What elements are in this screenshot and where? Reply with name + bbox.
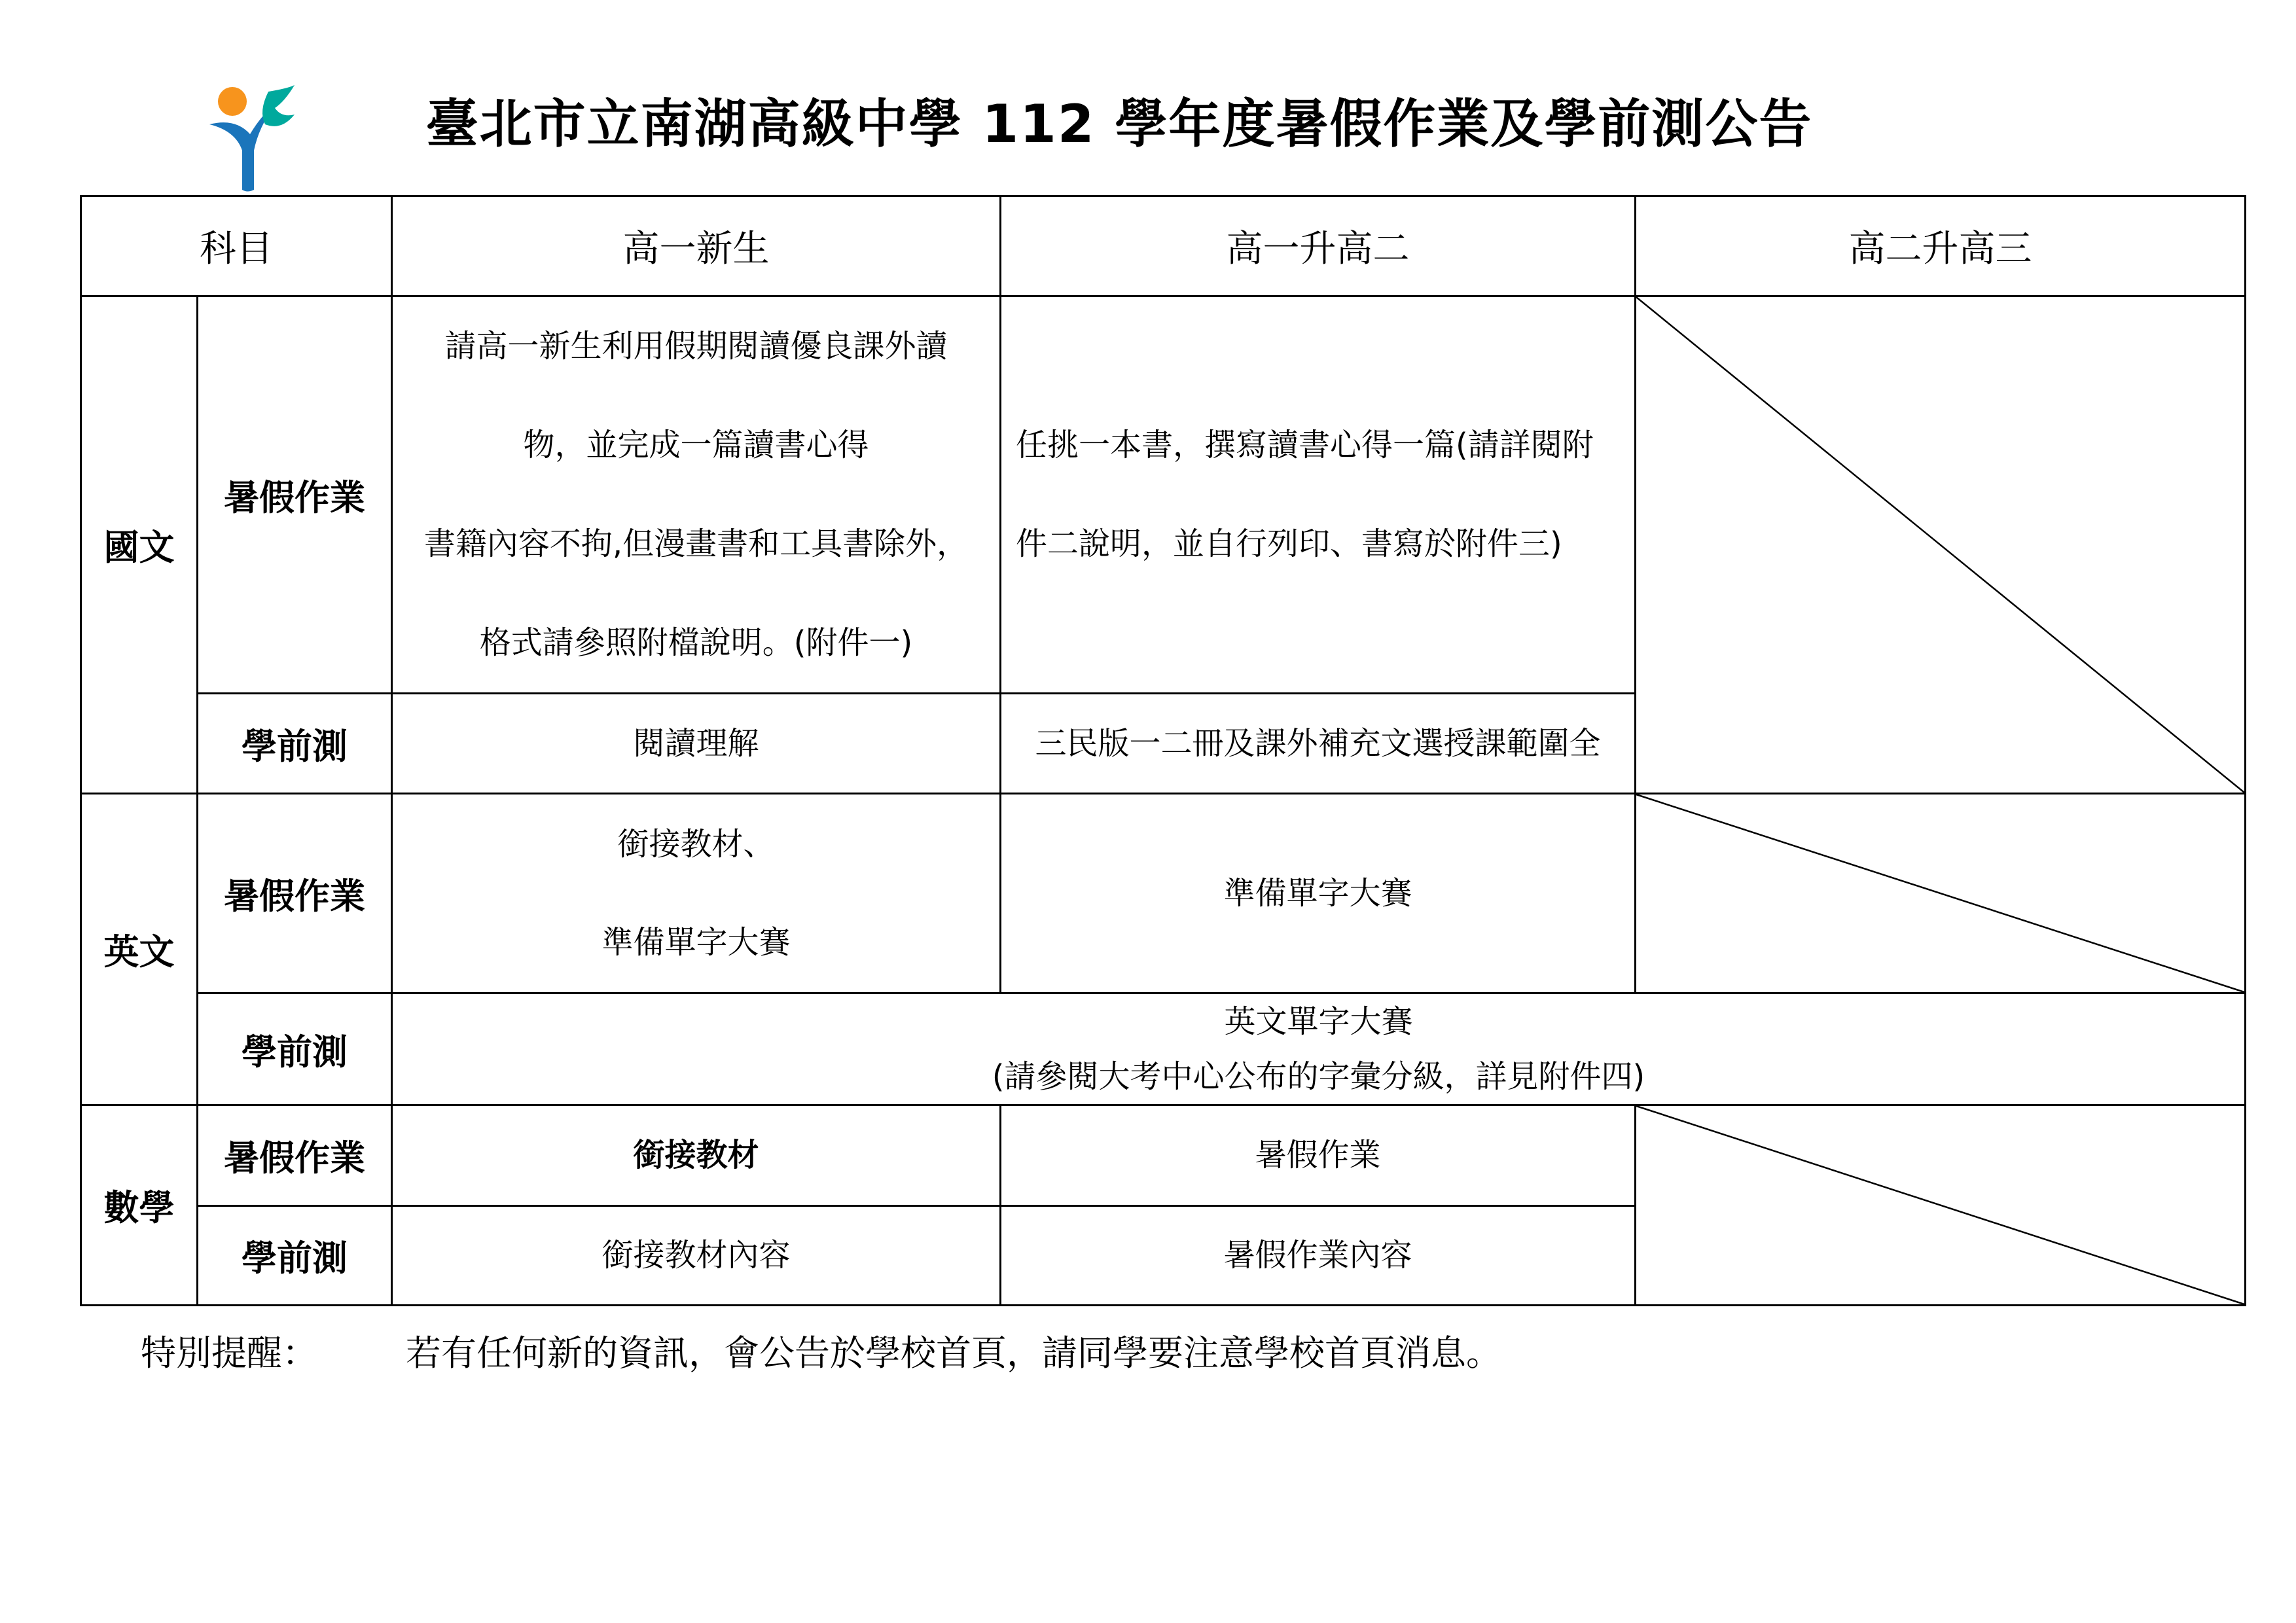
text-line: 請高一新生利用假期閱讀優良課外讀 [444,328,948,365]
math-pretest-col2: 暑假作業內容 [1001,1206,1636,1306]
subject-math: 數學 [81,1105,198,1306]
english-homework-row [81,794,2246,993]
chinese-pretest-col2: 三民版一二冊及課外補充文選授課範圍全 [1001,694,1636,794]
english-homework-col1 [392,794,1001,993]
math-homework-col2: 暑假作業 [1001,1105,1636,1206]
english-pretest-merged [392,993,2246,1105]
label-pretest: 學前測 [198,993,392,1105]
english-homework-col2: 準備單字大賽 [1001,794,1636,993]
subject-chinese: 國文 [81,296,198,794]
text-line: 銜接教材、 [617,826,775,863]
special-reminder [141,1325,1501,1376]
diagonal-slash [1636,794,2244,992]
label-homework: 暑假作業 [198,1105,392,1206]
math-col3-empty [1636,1105,2246,1306]
page-title: 臺北市立南湖高級中學 112 學年度暑假作業及學前測公告 [425,94,1813,154]
label-pretest: 學前測 [198,694,392,794]
chinese-homework-col2 [1001,296,1636,694]
text-line: (請參閱大考中心公布的字彙分級，詳見附件四) [992,1058,1645,1095]
reminder-text: 若有任何新的資訊，會公告於學校首頁，請同學要注意學校首頁消息。 [406,1332,1501,1374]
header-col3: 高二升高三 [1636,196,2246,296]
text-line: 任挑一本書，撰寫讀書心得一篇(請詳閱附 [1016,427,1594,463]
diagonal-slash [1636,297,2244,793]
text-line: 物，並完成一篇讀書心得 [523,427,869,463]
label-homework: 暑假作業 [198,296,392,694]
diagonal-slash [1636,1106,2244,1304]
text-line: 英文單字大賽 [1224,1003,1413,1040]
chinese-pretest-col1: 閱讀理解 [392,694,1001,794]
schedule-table [80,195,2246,1306]
label-homework: 暑假作業 [198,794,392,993]
text-line: 書籍內容不拘,但漫畫書和工具書除外， [423,526,969,562]
header-col1: 高一新生 [392,196,1001,296]
header-row [81,196,2246,296]
school-logo-icon [196,79,301,196]
chinese-col3-empty [1636,296,2246,794]
english-col3-empty [1636,794,2246,993]
text-line: 準備單字大賽 [601,924,791,961]
header-col2: 高一升高二 [1001,196,1636,296]
math-pretest-col1: 銜接教材內容 [392,1206,1001,1306]
subject-english: 英文 [81,794,198,1105]
math-homework-row [81,1105,2246,1206]
chinese-homework-col1 [392,296,1001,694]
math-homework-col1: 銜接教材 [392,1105,1001,1206]
text-line: 件二說明，並自行列印、書寫於附件三) [1016,526,1562,562]
chinese-homework-row [81,296,2246,694]
text-line: 格式請參照附檔說明。(附件一) [479,624,913,661]
header-subject: 科目 [81,196,392,296]
reminder-label: 特別提醒： [141,1332,317,1374]
english-pretest-row [81,993,2246,1105]
label-pretest: 學前測 [198,1206,392,1306]
